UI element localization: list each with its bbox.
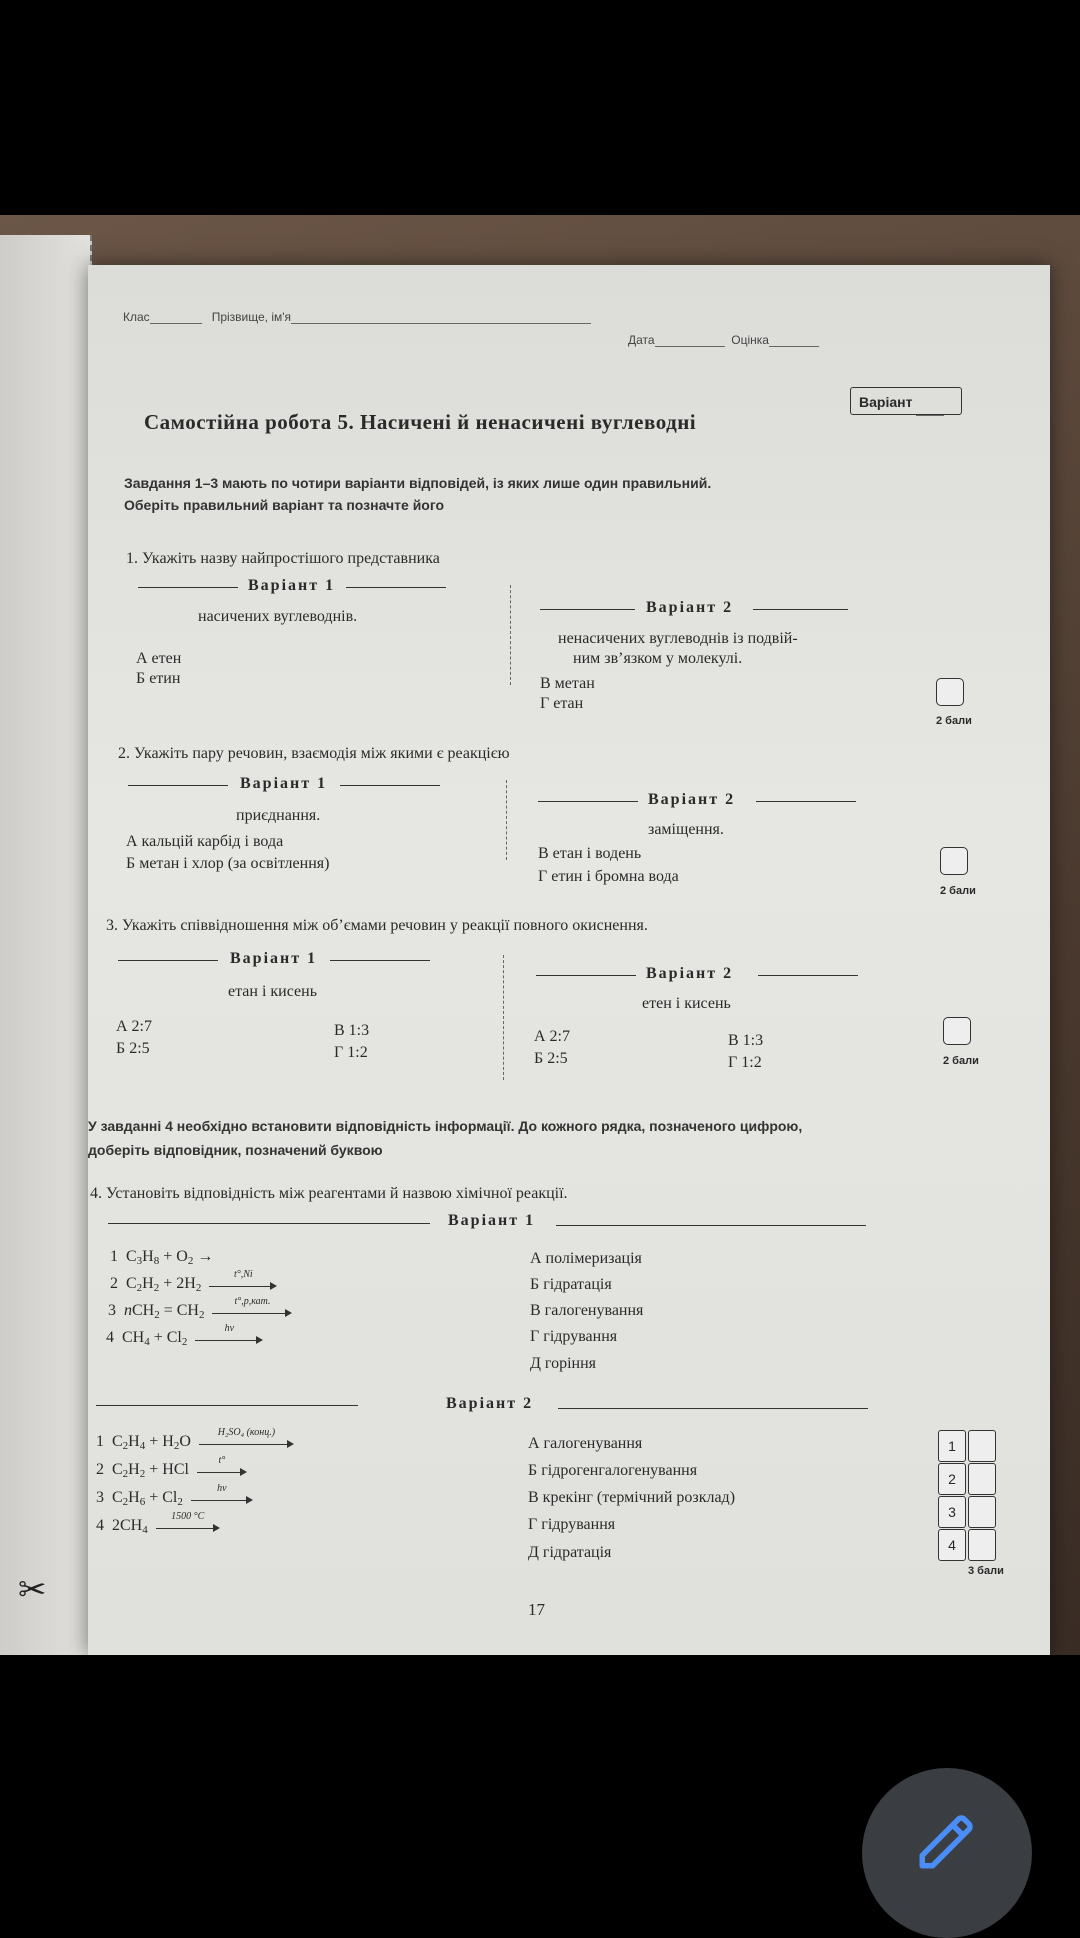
question-1: 1. Укажіть назву найпростішого представника (126, 550, 440, 567)
edit-button[interactable] (862, 1768, 1032, 1938)
q1-variant2-heading: Варіант 2 (646, 599, 734, 616)
class-label: Клас (123, 310, 150, 324)
grid-row-label: 2 (938, 1463, 966, 1495)
q4-v2-answer-a: А галогенування (528, 1435, 643, 1452)
q1-v2-text2: ним зв’язком у молекулі. (573, 650, 743, 667)
reaction-arrow: t°,p,кат. (212, 1304, 292, 1318)
q4-v1-answer-b: Б гідратація (530, 1276, 612, 1293)
q1-v2-text1: ненасичених вуглеводнів із подвій- (558, 630, 798, 647)
q2-variant2-heading: Варіант 2 (648, 791, 736, 808)
q2-variant1-heading: Варіант 1 (240, 775, 328, 792)
date-label: Дата (628, 333, 655, 347)
q3-points: 2 бали (943, 1055, 979, 1067)
q3-v1-text: етан і кисень (228, 983, 317, 1000)
q1-answer-box[interactable] (936, 678, 964, 706)
grid-answer-cell[interactable] (968, 1496, 996, 1528)
question-4: 4. Установіть відповідність між реагентами й назвою хімічної реакції. (90, 1185, 568, 1202)
q4-v1-answer-d: Д горіння (530, 1355, 597, 1372)
grid-answer-cell[interactable] (968, 1430, 996, 1462)
q4-v2-reaction-2: 2 $C_2H_2$ + HCl t° (96, 1461, 247, 1480)
header-fields-2 (628, 333, 819, 347)
reaction-arrow: hv (195, 1331, 263, 1345)
q4-v1-answer-g: Г гідрування (530, 1328, 618, 1345)
q3-v1-option-b: Б 2:5 (116, 1040, 150, 1057)
reaction-arrow: 1500 °C (156, 1519, 220, 1533)
q4-v1-answer-v: В галогенування (530, 1302, 644, 1319)
q2-points: 2 бали (940, 885, 976, 897)
q4-v2-answer-g: Г гідрування (528, 1516, 616, 1533)
header-fields (123, 310, 591, 324)
q4-v2-answer-b: Б гідрогенгалогенування (528, 1462, 698, 1479)
q4-v2-reaction-4: 4 $2CH_4$ 1500 °C (96, 1517, 220, 1536)
q1-option-b: Б етин (136, 670, 181, 687)
q1-option-a: А етен (136, 650, 182, 667)
reaction-arrow: t°,Ni (209, 1277, 277, 1291)
instruction2-line-1: У завданні 4 необхідно встановити відповідність інформації. До кожного рядка, позначеного цифрою, (88, 1118, 803, 1134)
q3-answer-box[interactable] (943, 1017, 971, 1045)
q3-v2-text: етен і кисень (642, 995, 731, 1012)
q1-variant1-heading: Варіант 1 (248, 577, 336, 594)
q1-option-g: Г етан (540, 695, 584, 712)
name-label: Прізвище, ім'я (211, 310, 292, 324)
reaction-arrow: H₂SO₄ (конц.) (199, 1435, 294, 1449)
grid-answer-cell[interactable] (968, 1529, 996, 1561)
variant-box: Варіант (850, 387, 962, 415)
q3-v2-option-b: Б 2:5 (534, 1050, 568, 1067)
q4-v1-reaction-2: 2 $C_2H_2 + 2H_2$ t°,Ni (110, 1275, 277, 1294)
q1-v1-text: насичених вуглеводнів. (198, 608, 358, 625)
q4-v2-reaction-3: 3 $C_2H_6 + Cl_2$ hv (96, 1489, 253, 1508)
q2-option-g: Г етин і бромна вода (538, 868, 679, 885)
q3-v1-option-v: В 1:3 (334, 1022, 370, 1039)
grid-answer-cell[interactable] (968, 1463, 996, 1495)
q4-points: 3 бали (968, 1565, 1004, 1577)
pencil-icon (914, 1808, 980, 1874)
question-3: 3. Укажіть співвідношення між об’ємами речовин у реакції повного окиснення. (106, 917, 648, 934)
q3-variant1-heading: Варіант 1 (230, 950, 318, 967)
q3-v1-option-a: А 2:7 (116, 1018, 152, 1035)
grade-label: Оцінка (731, 333, 769, 347)
q4-v1-answer-a: А полімеризація (530, 1250, 642, 1267)
q4-v1-reaction-4: 4 $CH_4 + Cl_2$ hv (106, 1329, 263, 1348)
grid-row-label: 4 (938, 1529, 966, 1561)
worksheet-page (88, 265, 1050, 1655)
page-number: 17 (528, 1600, 545, 1619)
q4-variant2-heading: Варіант 2 (446, 1395, 534, 1412)
reaction-arrow: t° (197, 1463, 247, 1477)
q4-v1-reaction-1: 1 $C_3H_8 + O_2$ → (110, 1248, 214, 1267)
q4-v2-answer-v: В крекінг (термічний розклад) (528, 1489, 736, 1506)
q4-v2-answer-d: Д гідратація (528, 1544, 612, 1561)
q4-variant1-heading: Варіант 1 (448, 1212, 536, 1229)
q3-variant2-heading: Варіант 2 (646, 965, 734, 982)
q2-option-v: В етан і водень (538, 845, 642, 862)
instruction-line-1: Завдання 1–3 мають по чотири варіанти відповідей, із яких лише один правильний. (124, 475, 712, 491)
q4-v2-reaction-1: 1 $C_2H_4 + H_2O$ H₂SO₄ (конц.) (96, 1433, 294, 1452)
q1-points: 2 бали (936, 715, 972, 727)
scissors-icon: ✂ (18, 1572, 47, 1609)
q3-v2-option-a: А 2:7 (534, 1028, 570, 1045)
q2-option-b: Б метан і хлор (за освітлення) (126, 855, 330, 872)
document-photo (0, 215, 1080, 1655)
grid-row-label: 1 (938, 1430, 966, 1462)
q1-option-v: В метан (540, 675, 595, 692)
grid-row-label: 3 (938, 1496, 966, 1528)
page-title: Самостійна робота 5. Насичені й ненасичені вуглеводні (144, 410, 697, 434)
instruction2-line-2: доберіть відповідник, позначений буквою (88, 1142, 383, 1158)
q3-v2-option-v: В 1:3 (728, 1032, 764, 1049)
q3-v2-option-g: Г 1:2 (728, 1054, 762, 1071)
q2-answer-box[interactable] (940, 847, 968, 875)
q2-v1-text: приєднання. (236, 807, 321, 824)
instruction-line-2: Оберіть правильний варіант та позначте його (124, 497, 445, 513)
question-2: 2. Укажіть пару речовин, взаємодія між якими є реакцією (118, 745, 510, 762)
q2-option-a: А кальцій карбід і вода (126, 833, 284, 850)
left-page-edge (0, 235, 92, 1655)
reaction-arrow: hv (191, 1491, 253, 1505)
q4-v1-reaction-3: 3 $nCH_2 = CH_2$ t°,p,кат. (108, 1302, 292, 1321)
q2-v2-text: заміщення. (648, 821, 724, 838)
q3-v1-option-g: Г 1:2 (334, 1044, 368, 1061)
